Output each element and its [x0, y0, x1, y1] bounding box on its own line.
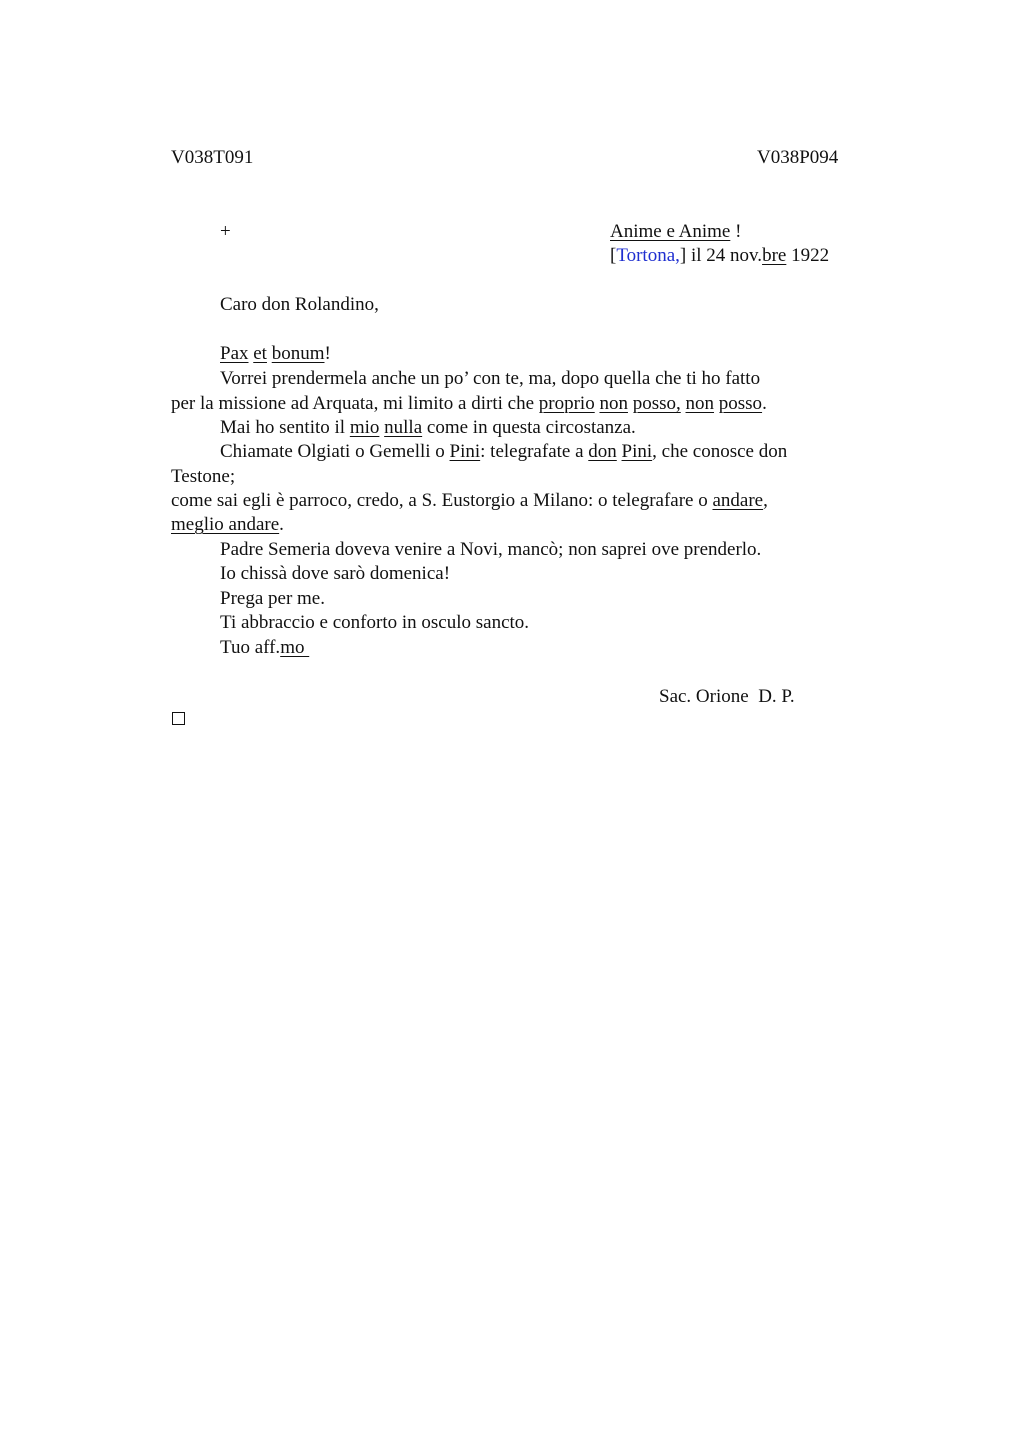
body-line-3-text: Mai ho sentito il — [220, 417, 350, 438]
salutation: Caro don Rolandino, — [220, 294, 379, 315]
body-line-4-rest: , che conosce don — [652, 441, 788, 462]
greeting-end: ! — [324, 343, 331, 364]
emphasis-non-1: non — [599, 393, 628, 414]
body-line-3-rest: come in questa circostanza. — [422, 417, 636, 438]
emphasis-proprio: proprio — [538, 393, 595, 414]
end-box-icon — [172, 712, 185, 725]
document-code-right: V038P094 — [757, 147, 839, 168]
closing-text: Tuo aff. — [220, 637, 281, 658]
motto-text: Anime e Anime — [610, 221, 731, 242]
motto-exclamation: ! — [730, 221, 742, 242]
emphasis-mio: mio — [349, 417, 380, 438]
body-line-6 — [171, 489, 768, 513]
body-line-7 — [171, 513, 284, 537]
emphasis-nulla: nulla — [384, 417, 423, 438]
date-part-a: il 24 nov. — [686, 245, 763, 266]
date-abbrev: bre — [762, 245, 787, 266]
body-line-9: Io chissà dove sarò domenica! — [220, 563, 451, 584]
document-code-left: V038T091 — [171, 147, 254, 168]
emphasis-don: don — [588, 441, 617, 462]
closing-line — [220, 636, 309, 660]
greeting-word-3: bonum — [271, 343, 325, 364]
bracket-open: [ — [610, 245, 617, 266]
emphasis-non-2: non — [685, 393, 715, 414]
body-line-10: Prega per me. — [220, 588, 325, 609]
body-line-1: Vorrei prendermela anche un po’ con te, ma, dopo quella che ti ho fatto — [220, 368, 761, 389]
body-line-6-text: come sai egli è parroco, credo, a S. Eustorgio a Milano: o telegrafare o — [171, 490, 713, 511]
closing-abbrev: mo — [280, 637, 310, 658]
body-line-6-end: , — [763, 490, 768, 511]
motto-line — [610, 220, 741, 244]
emphasis-pini-2: Pini — [621, 441, 653, 462]
emphasis-andare: andare — [712, 490, 764, 511]
body-line-5: Testone; — [171, 466, 236, 487]
bracket-close: ] — [679, 245, 687, 266]
emphasis-posso-1: posso, — [632, 393, 681, 414]
place-date-line — [610, 244, 829, 268]
body-line-2 — [171, 392, 767, 416]
emphasis-posso-2: posso — [718, 393, 763, 414]
body-line-4-mid: : telegrafate a — [480, 441, 589, 462]
body-line-4-text: Chiamate Olgiati o Gemelli o — [220, 441, 450, 462]
body-line-8: Padre Semeria doveva venire a Novi, mancò; non saprei ove prenderlo. — [220, 539, 762, 560]
greeting-word-1: Pax — [220, 343, 249, 364]
emphasis-meglio-andare: meglio andare — [171, 514, 280, 535]
body-line-3 — [220, 416, 636, 440]
date-year: 1922 — [786, 245, 830, 266]
body-line-2-end: . — [762, 393, 767, 414]
cross-symbol: + — [220, 221, 231, 242]
body-line-7-end: . — [279, 514, 284, 535]
signature: Sac. Orione D. P. — [659, 686, 795, 707]
greeting-word-2: et — [253, 343, 267, 364]
body-line-4 — [220, 440, 787, 464]
place-name: Tortona, — [616, 245, 680, 266]
body-line-2-text: per la missione ad Arquata, mi limito a dirti che — [171, 393, 539, 414]
greeting-line — [220, 342, 331, 366]
body-line-11: Ti abbraccio e conforto in osculo sancto. — [220, 612, 530, 633]
emphasis-pini-1: Pini — [449, 441, 481, 462]
